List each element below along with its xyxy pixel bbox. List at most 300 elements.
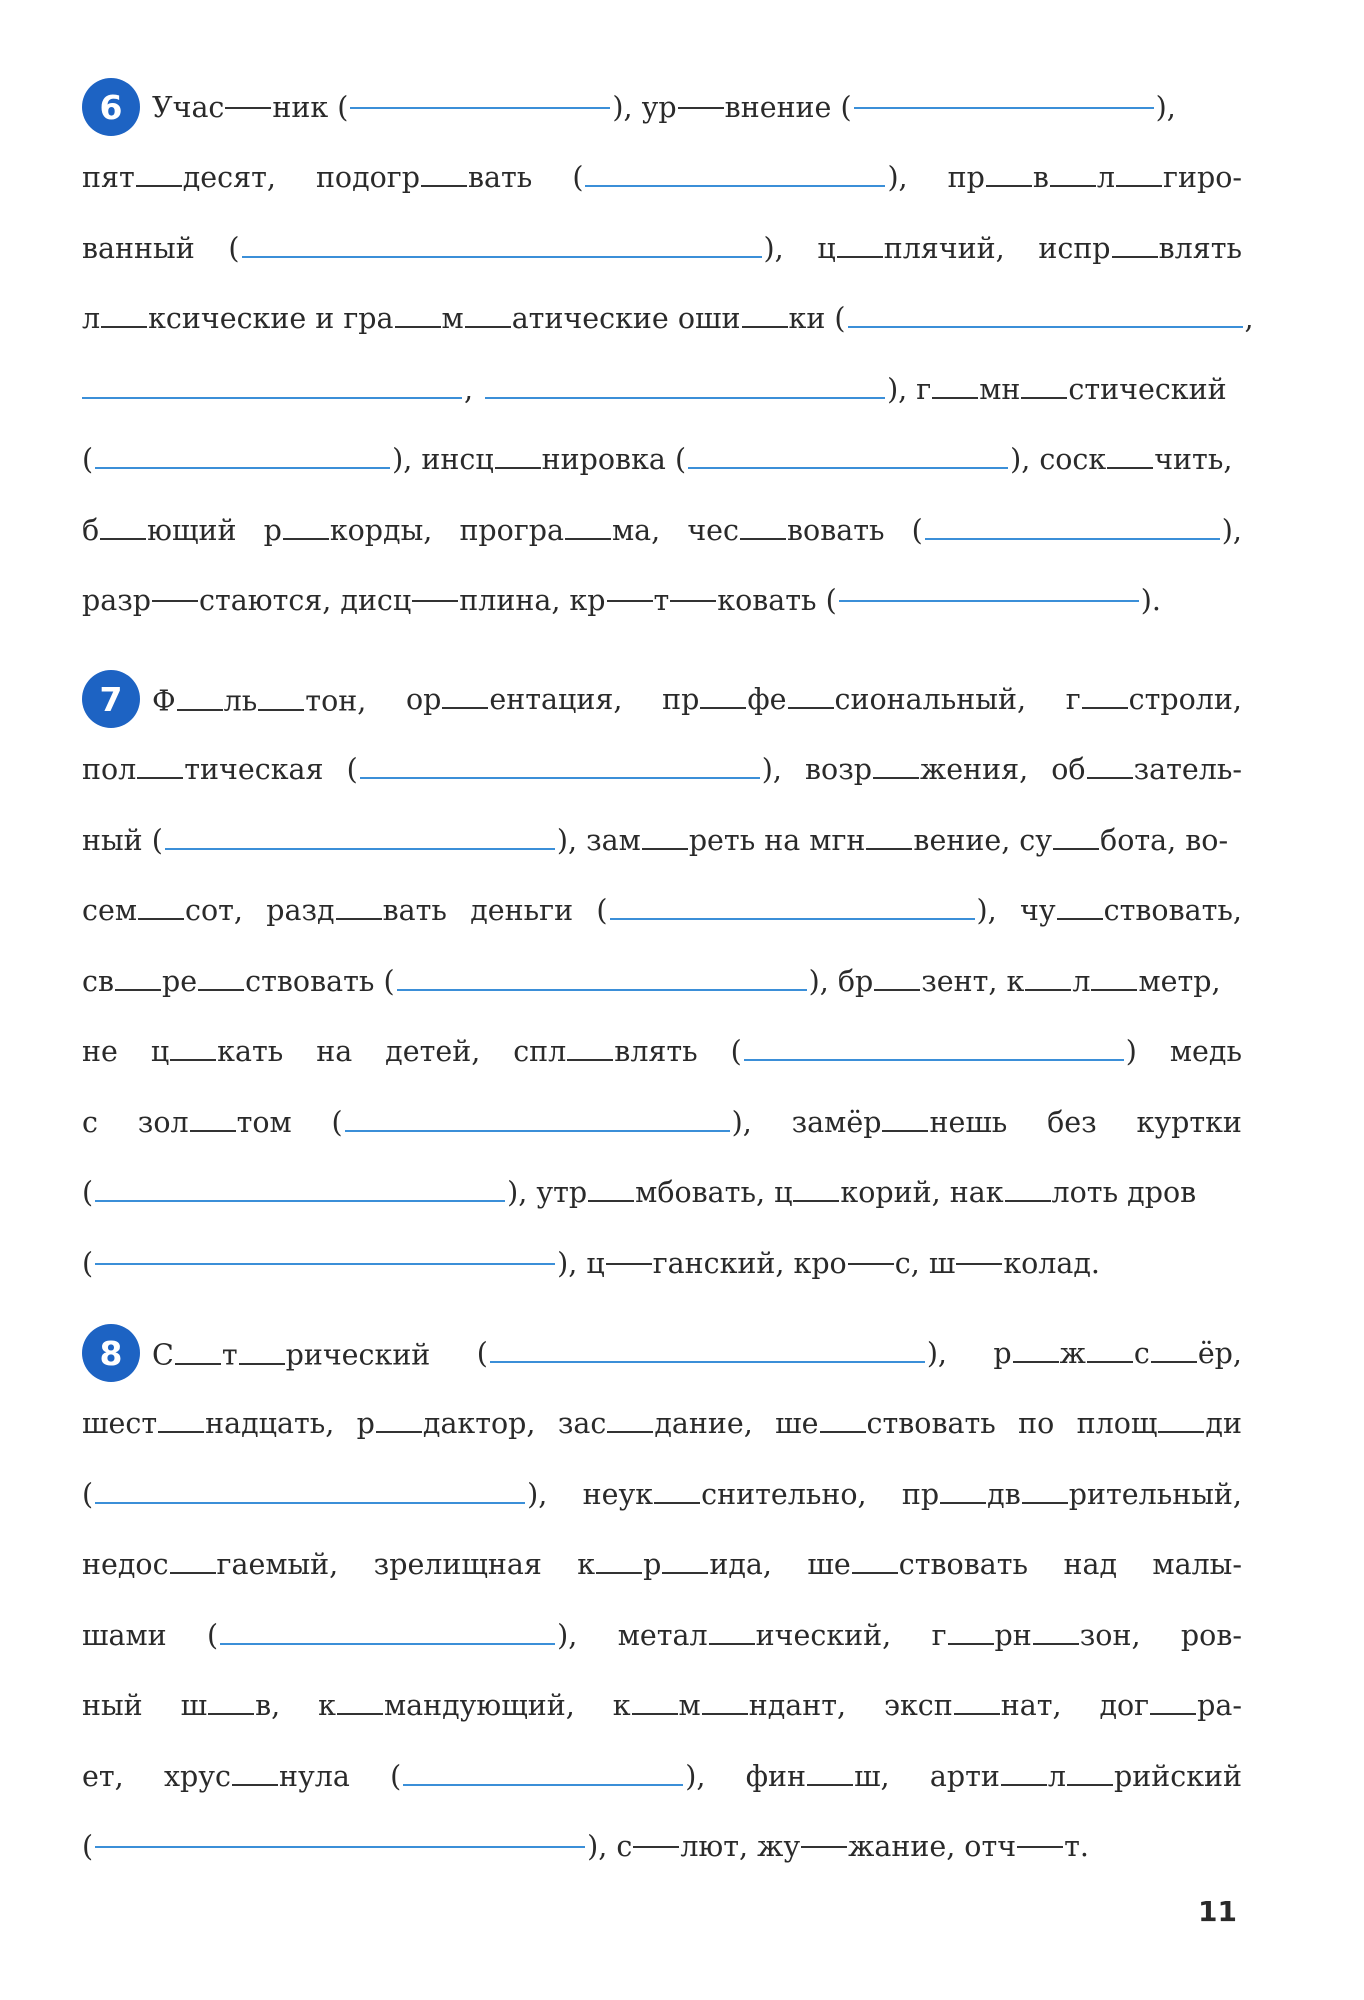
word-fragment: дактор, <box>422 1407 536 1441</box>
exercise-6 <box>82 72 1254 636</box>
word-fragment: ), соск <box>1010 443 1107 477</box>
word-fragment: замёр <box>791 1105 882 1139</box>
letter-blank[interactable] <box>190 1129 236 1132</box>
word-fragment: р <box>993 1336 1012 1370</box>
word-fragment: ), с <box>587 1830 633 1864</box>
answer-blank[interactable] <box>839 599 1139 602</box>
ex7-line-9 <box>82 1228 1242 1299</box>
letter-blank[interactable] <box>678 106 724 109</box>
letter-blank[interactable] <box>395 325 441 328</box>
word-fragment: мандующий, <box>383 1689 575 1723</box>
word-fragment: ма, <box>612 513 661 547</box>
letter-blank[interactable] <box>801 1845 847 1848</box>
word-fragment: ), <box>976 894 997 928</box>
word-fragment: ), г <box>887 372 932 406</box>
word-fragment: вовать <box>787 513 885 547</box>
answer-blank[interactable] <box>848 325 1243 328</box>
letter-blank[interactable] <box>100 537 146 540</box>
letter-blank[interactable] <box>607 1430 653 1433</box>
letter-blank[interactable] <box>567 1058 613 1061</box>
word-fragment: бота, во- <box>1100 823 1229 857</box>
letter-blank[interactable] <box>702 1712 748 1715</box>
word-fragment: спл <box>513 1035 567 1069</box>
word-fragment: ник ( <box>272 90 349 124</box>
word-fragment: нешь <box>929 1105 1008 1139</box>
word-fragment: дв <box>987 1477 1021 1511</box>
word-fragment: фин <box>745 1759 807 1793</box>
ex8-line-3 <box>82 1459 1242 1530</box>
answer-blank[interactable] <box>242 255 762 258</box>
word-fragment: ( <box>476 1336 488 1370</box>
answer-blank[interactable] <box>360 776 760 779</box>
letter-blank[interactable] <box>170 1571 216 1574</box>
word-fragment: чить, <box>1154 443 1233 477</box>
word-fragment: ( <box>82 1830 94 1864</box>
ex7-line-8 <box>82 1158 1242 1229</box>
letter-blank[interactable] <box>336 917 382 920</box>
word-fragment: к <box>612 1689 631 1723</box>
letter-blank[interactable] <box>158 1430 204 1433</box>
word-fragment: р <box>263 513 282 547</box>
word-fragment: Учас <box>152 90 225 124</box>
word-fragment: в <box>1032 161 1049 195</box>
letter-blank[interactable] <box>442 706 488 709</box>
word-fragment: ковать ( <box>717 584 837 618</box>
letter-blank[interactable] <box>588 1199 634 1202</box>
word-fragment: ), бр <box>808 964 874 998</box>
ex6-line-2 <box>82 143 1242 214</box>
word-fragment: не <box>82 1035 118 1069</box>
word-fragment: ( <box>730 1035 742 1069</box>
word-fragment: ксические и гра <box>148 302 394 336</box>
letter-blank[interactable] <box>820 1430 866 1433</box>
exercise-7 <box>82 664 1242 1299</box>
word-fragment: дог <box>1099 1689 1150 1723</box>
letter-blank[interactable] <box>1082 706 1128 709</box>
letter-blank[interactable] <box>654 1501 700 1504</box>
word-fragment: ди <box>1205 1407 1242 1441</box>
word-fragment: затель- <box>1133 753 1242 787</box>
answer-blank[interactable] <box>403 1783 683 1786</box>
ex8-line-5 <box>82 1600 1242 1671</box>
word-fragment: р <box>356 1407 375 1441</box>
word-fragment: площ <box>1076 1407 1158 1441</box>
answer-blank[interactable] <box>610 917 975 920</box>
letter-blank[interactable] <box>874 988 920 991</box>
letter-blank[interactable] <box>232 1783 278 1786</box>
ex6-line-4 <box>82 284 1254 355</box>
page-number: 11 <box>1198 1895 1237 1928</box>
answer-blank[interactable] <box>854 106 1154 109</box>
word-fragment: ет, <box>82 1759 124 1793</box>
word-fragment: нат, <box>1000 1689 1062 1723</box>
answer-blank[interactable] <box>95 1501 525 1504</box>
ex7-line-2 <box>82 735 1242 806</box>
letter-blank[interactable] <box>633 1845 679 1848</box>
letter-blank[interactable] <box>632 1712 678 1715</box>
answer-blank[interactable] <box>585 184 885 187</box>
word-fragment: влять <box>1158 231 1242 265</box>
letter-blank[interactable] <box>1021 396 1067 399</box>
letter-blank[interactable] <box>1150 1712 1196 1715</box>
letter-blank[interactable] <box>1057 917 1103 920</box>
letter-blank[interactable] <box>932 396 978 399</box>
word-fragment: ндант, <box>748 1689 847 1723</box>
letter-blank[interactable] <box>662 1571 708 1574</box>
letter-blank[interactable] <box>283 537 329 540</box>
word-fragment: ёр, <box>1197 1336 1242 1370</box>
word-fragment: ж <box>1059 1336 1086 1370</box>
word-fragment: г <box>1065 682 1081 716</box>
word-fragment: хрус <box>163 1759 232 1793</box>
word-fragment: ре <box>162 964 198 998</box>
word-fragment: ) <box>1125 1035 1137 1069</box>
ex8-line-7 <box>82 1741 1242 1812</box>
letter-blank[interactable] <box>465 325 511 328</box>
letter-blank[interactable] <box>596 1571 642 1574</box>
word-fragment: , <box>464 372 474 406</box>
exercise-number-badge: 8 <box>82 1324 140 1382</box>
letter-blank[interactable] <box>1158 1430 1204 1433</box>
letter-blank[interactable] <box>793 1199 839 1202</box>
word-fragment: С <box>152 1338 174 1372</box>
answer-blank[interactable] <box>925 537 1220 540</box>
word-fragment: пр <box>947 161 985 195</box>
answer-blank[interactable] <box>490 1360 925 1363</box>
letter-blank[interactable] <box>1013 1360 1059 1363</box>
word-fragment: нула <box>279 1759 350 1793</box>
word-fragment: ентация, <box>489 682 623 716</box>
letter-blank[interactable] <box>740 537 786 540</box>
letter-blank[interactable] <box>239 1362 285 1365</box>
letter-blank[interactable] <box>606 1262 652 1265</box>
letter-blank[interactable] <box>208 1712 254 1715</box>
word-fragment: ), <box>761 753 782 787</box>
exercise-8 <box>82 1318 1242 1882</box>
word-fragment: неук <box>582 1477 654 1511</box>
letter-blank[interactable] <box>948 1642 994 1645</box>
letter-blank[interactable] <box>1017 1845 1063 1848</box>
letter-blank[interactable] <box>1091 988 1137 991</box>
letter-blank[interactable] <box>337 1712 383 1715</box>
word-fragment: зон, <box>1079 1618 1141 1652</box>
letter-blank[interactable] <box>177 708 223 711</box>
word-fragment: строли, <box>1128 682 1242 716</box>
word-fragment: ), инсц <box>392 443 494 477</box>
answer-blank[interactable] <box>350 106 610 109</box>
word-fragment: разд <box>266 894 335 928</box>
word-fragment: т. <box>1064 1830 1089 1864</box>
word-fragment: арти <box>929 1759 1000 1793</box>
word-fragment: ), <box>557 1618 578 1652</box>
answer-blank[interactable] <box>95 466 390 469</box>
letter-blank[interactable] <box>986 184 1032 187</box>
ex6-line-6 <box>82 425 1242 496</box>
word-fragment: вать <box>467 161 533 195</box>
letter-blank[interactable] <box>565 537 611 540</box>
word-fragment: мн <box>979 372 1021 406</box>
letter-blank[interactable] <box>412 599 458 602</box>
letter-blank[interactable] <box>956 1262 1002 1265</box>
word-fragment: ), <box>685 1759 706 1793</box>
word-fragment: в, <box>255 1689 281 1723</box>
word-fragment: тическая <box>184 753 324 787</box>
word-fragment: пол <box>82 753 137 787</box>
word-fragment: рический <box>285 1338 431 1372</box>
letter-blank[interactable] <box>421 184 467 187</box>
word-fragment: зас <box>557 1407 607 1441</box>
letter-blank[interactable] <box>837 255 883 258</box>
letter-blank[interactable] <box>882 1129 928 1132</box>
letter-blank[interactable] <box>495 466 541 469</box>
word-fragment: сиональный, <box>834 682 1027 716</box>
answer-blank[interactable] <box>165 847 555 850</box>
ex8-line-1 <box>82 1318 1242 1389</box>
letter-blank[interactable] <box>1022 1501 1068 1504</box>
word-fragment: подогр <box>315 161 420 195</box>
word-fragment: зрелищная <box>373 1548 542 1582</box>
letter-blank[interactable] <box>1116 184 1162 187</box>
letter-blank[interactable] <box>607 599 653 602</box>
word-fragment: чес <box>687 513 740 547</box>
word-fragment: ), <box>1155 90 1176 124</box>
letter-blank[interactable] <box>1067 1783 1113 1786</box>
word-fragment: л <box>1072 964 1091 998</box>
word-fragment: сем <box>82 894 137 928</box>
word-fragment: ( <box>390 1759 402 1793</box>
answer-blank[interactable] <box>220 1642 555 1645</box>
ex8-line-6 <box>82 1671 1242 1742</box>
ex8-line-2 <box>82 1389 1242 1460</box>
word-fragment: разр <box>82 584 152 618</box>
word-fragment: т <box>653 584 670 618</box>
word-fragment: стический <box>1068 372 1227 406</box>
word-fragment: ( <box>331 1105 343 1139</box>
answer-blank[interactable] <box>688 466 1008 469</box>
letter-blank[interactable] <box>1001 1783 1047 1786</box>
letter-blank[interactable] <box>848 1262 894 1265</box>
word-fragment: внение ( <box>724 90 852 124</box>
letter-blank[interactable] <box>175 1362 221 1365</box>
ex7-line-1 <box>82 664 1242 735</box>
letter-blank[interactable] <box>137 776 183 779</box>
letter-blank[interactable] <box>101 325 147 328</box>
word-fragment: возр <box>805 753 873 787</box>
word-fragment: плина, кр <box>459 584 606 618</box>
word-fragment: колад. <box>1003 1246 1100 1280</box>
word-fragment: с <box>1133 1336 1150 1370</box>
word-fragment: надцать, <box>205 1407 335 1441</box>
word-fragment: на <box>316 1035 353 1069</box>
word-fragment: ный ( <box>82 823 163 857</box>
letter-blank[interactable] <box>1107 466 1153 469</box>
letter-blank[interactable] <box>670 599 716 602</box>
word-fragment: вение, су <box>913 823 1053 857</box>
letter-blank[interactable] <box>700 706 746 709</box>
word-fragment: ( <box>228 231 240 265</box>
word-fragment: влять <box>614 1035 698 1069</box>
word-fragment: эксп <box>883 1689 953 1723</box>
word-fragment: корий, нак <box>840 1176 1004 1210</box>
word-fragment: б <box>82 513 100 547</box>
answer-blank[interactable] <box>82 396 462 399</box>
word-fragment: медь <box>1169 1035 1242 1069</box>
word-fragment: ( <box>82 1176 94 1210</box>
word-fragment: г <box>931 1618 947 1652</box>
letter-blank[interactable] <box>170 1058 216 1061</box>
letter-blank[interactable] <box>258 708 304 711</box>
letter-blank[interactable] <box>1050 184 1096 187</box>
word-fragment: по <box>1018 1407 1055 1441</box>
word-fragment: нировка ( <box>541 443 687 477</box>
letter-blank[interactable] <box>1151 1360 1197 1363</box>
ex6-line-5 <box>82 354 1242 425</box>
letter-blank[interactable] <box>115 988 161 991</box>
word-fragment: плячий, <box>883 231 1005 265</box>
answer-blank[interactable] <box>345 1129 730 1132</box>
word-fragment: с <box>82 1105 98 1139</box>
word-fragment: пр <box>901 1477 940 1511</box>
word-fragment: ствовать <box>866 1407 996 1441</box>
letter-blank[interactable] <box>225 106 271 109</box>
letter-blank[interactable] <box>940 1501 986 1504</box>
ex8-line-8 <box>82 1812 1242 1883</box>
answer-blank[interactable] <box>95 1845 585 1848</box>
word-fragment: гиро- <box>1163 161 1242 195</box>
letter-blank[interactable] <box>1087 1360 1133 1363</box>
word-fragment: р <box>643 1548 662 1582</box>
letter-blank[interactable] <box>198 988 244 991</box>
letter-blank[interactable] <box>807 1783 853 1786</box>
word-fragment: ), <box>527 1477 548 1511</box>
word-fragment: деньги <box>470 894 574 928</box>
word-fragment: ц <box>817 231 836 265</box>
answer-blank[interactable] <box>485 396 885 399</box>
answer-blank[interactable] <box>744 1058 1124 1061</box>
word-fragment: ор <box>406 682 442 716</box>
letter-blank[interactable] <box>642 847 688 850</box>
word-fragment: ц <box>150 1035 170 1069</box>
ex8-line-4 <box>82 1530 1242 1601</box>
word-fragment: Ф <box>152 684 176 718</box>
word-fragment: ), ц <box>557 1246 605 1280</box>
letter-blank[interactable] <box>1053 847 1099 850</box>
letter-blank[interactable] <box>709 1642 755 1645</box>
word-fragment: детей, <box>385 1035 481 1069</box>
word-fragment: ствовать <box>898 1548 1029 1582</box>
word-fragment: чу <box>1020 894 1056 928</box>
letter-blank[interactable] <box>138 917 184 920</box>
letter-blank[interactable] <box>376 1430 422 1433</box>
letter-blank[interactable] <box>1112 255 1158 258</box>
word-fragment: ), <box>887 161 908 195</box>
word-fragment: ров- <box>1180 1618 1242 1652</box>
word-fragment: ( <box>82 1477 94 1511</box>
letter-blank[interactable] <box>873 776 919 779</box>
word-fragment: м <box>441 302 464 336</box>
word-fragment: св <box>82 964 115 998</box>
letter-blank[interactable] <box>866 847 912 850</box>
word-fragment: мбовать, ц <box>635 1176 793 1210</box>
exercise-number-badge: 7 <box>82 670 140 728</box>
word-fragment: к <box>577 1548 596 1582</box>
word-fragment: лоть дров <box>1051 1176 1197 1210</box>
letter-blank[interactable] <box>1025 988 1071 991</box>
letter-blank[interactable] <box>1087 776 1133 779</box>
word-fragment: рн <box>994 1618 1032 1652</box>
word-fragment: тон, <box>305 684 367 718</box>
letter-blank[interactable] <box>954 1712 1000 1715</box>
ex7-line-5 <box>82 946 1242 1017</box>
word-fragment: том <box>236 1105 292 1139</box>
word-fragment: ), ур <box>612 90 677 124</box>
letter-blank[interactable] <box>152 599 198 602</box>
word-fragment: рительный, <box>1068 1477 1242 1511</box>
word-fragment: атические оши <box>511 302 741 336</box>
word-fragment: испр <box>1038 231 1111 265</box>
letter-blank[interactable] <box>742 325 788 328</box>
word-fragment: ( <box>82 443 94 477</box>
word-fragment: метр, <box>1138 964 1221 998</box>
word-fragment: вать <box>382 894 447 928</box>
word-fragment: жание, отч <box>848 1830 1017 1864</box>
ex6-line-1 <box>82 72 1242 143</box>
letter-blank[interactable] <box>1033 1642 1079 1645</box>
word-fragment: стаются, дисц <box>199 584 412 618</box>
word-fragment: ствовать ( <box>245 964 395 998</box>
word-fragment: без <box>1047 1105 1097 1139</box>
word-fragment: ), <box>731 1105 752 1139</box>
letter-blank[interactable] <box>788 706 834 709</box>
word-fragment: зент, к <box>921 964 1025 998</box>
word-fragment: програ <box>459 513 565 547</box>
letter-blank[interactable] <box>136 184 182 187</box>
word-fragment: ( <box>572 161 584 195</box>
word-fragment: л <box>82 302 101 336</box>
word-fragment: пр <box>662 682 700 716</box>
word-fragment: зол <box>137 1105 189 1139</box>
word-fragment: дание, <box>654 1407 753 1441</box>
word-fragment: корды, <box>329 513 433 547</box>
word-fragment: ный <box>82 1689 143 1723</box>
word-fragment: ( <box>911 513 923 547</box>
word-fragment: , <box>1244 302 1254 336</box>
ex7-line-6 <box>82 1017 1242 1088</box>
word-fragment: ш, <box>854 1759 890 1793</box>
word-fragment: ( <box>346 753 358 787</box>
answer-blank[interactable] <box>95 1199 505 1202</box>
word-fragment: шест <box>82 1407 158 1441</box>
ex7-line-7 <box>82 1087 1242 1158</box>
word-fragment: ), утр <box>507 1176 588 1210</box>
word-fragment: ида, <box>709 1548 772 1582</box>
word-fragment: куртки <box>1136 1105 1242 1139</box>
word-fragment: пят <box>82 161 135 195</box>
word-fragment: л <box>1096 161 1116 195</box>
word-fragment: об <box>1051 753 1086 787</box>
answer-blank[interactable] <box>95 1262 555 1265</box>
word-fragment: ), <box>1221 513 1242 547</box>
word-fragment: метал <box>617 1618 708 1652</box>
word-fragment: фе <box>747 682 787 716</box>
letter-blank[interactable] <box>1005 1199 1051 1202</box>
word-fragment: ), <box>926 1336 947 1370</box>
word-fragment: десят, <box>182 161 276 195</box>
answer-blank[interactable] <box>397 988 807 991</box>
letter-blank[interactable] <box>852 1571 898 1574</box>
exercise-number-badge: 6 <box>82 78 140 136</box>
word-fragment: ра- <box>1197 1689 1242 1723</box>
